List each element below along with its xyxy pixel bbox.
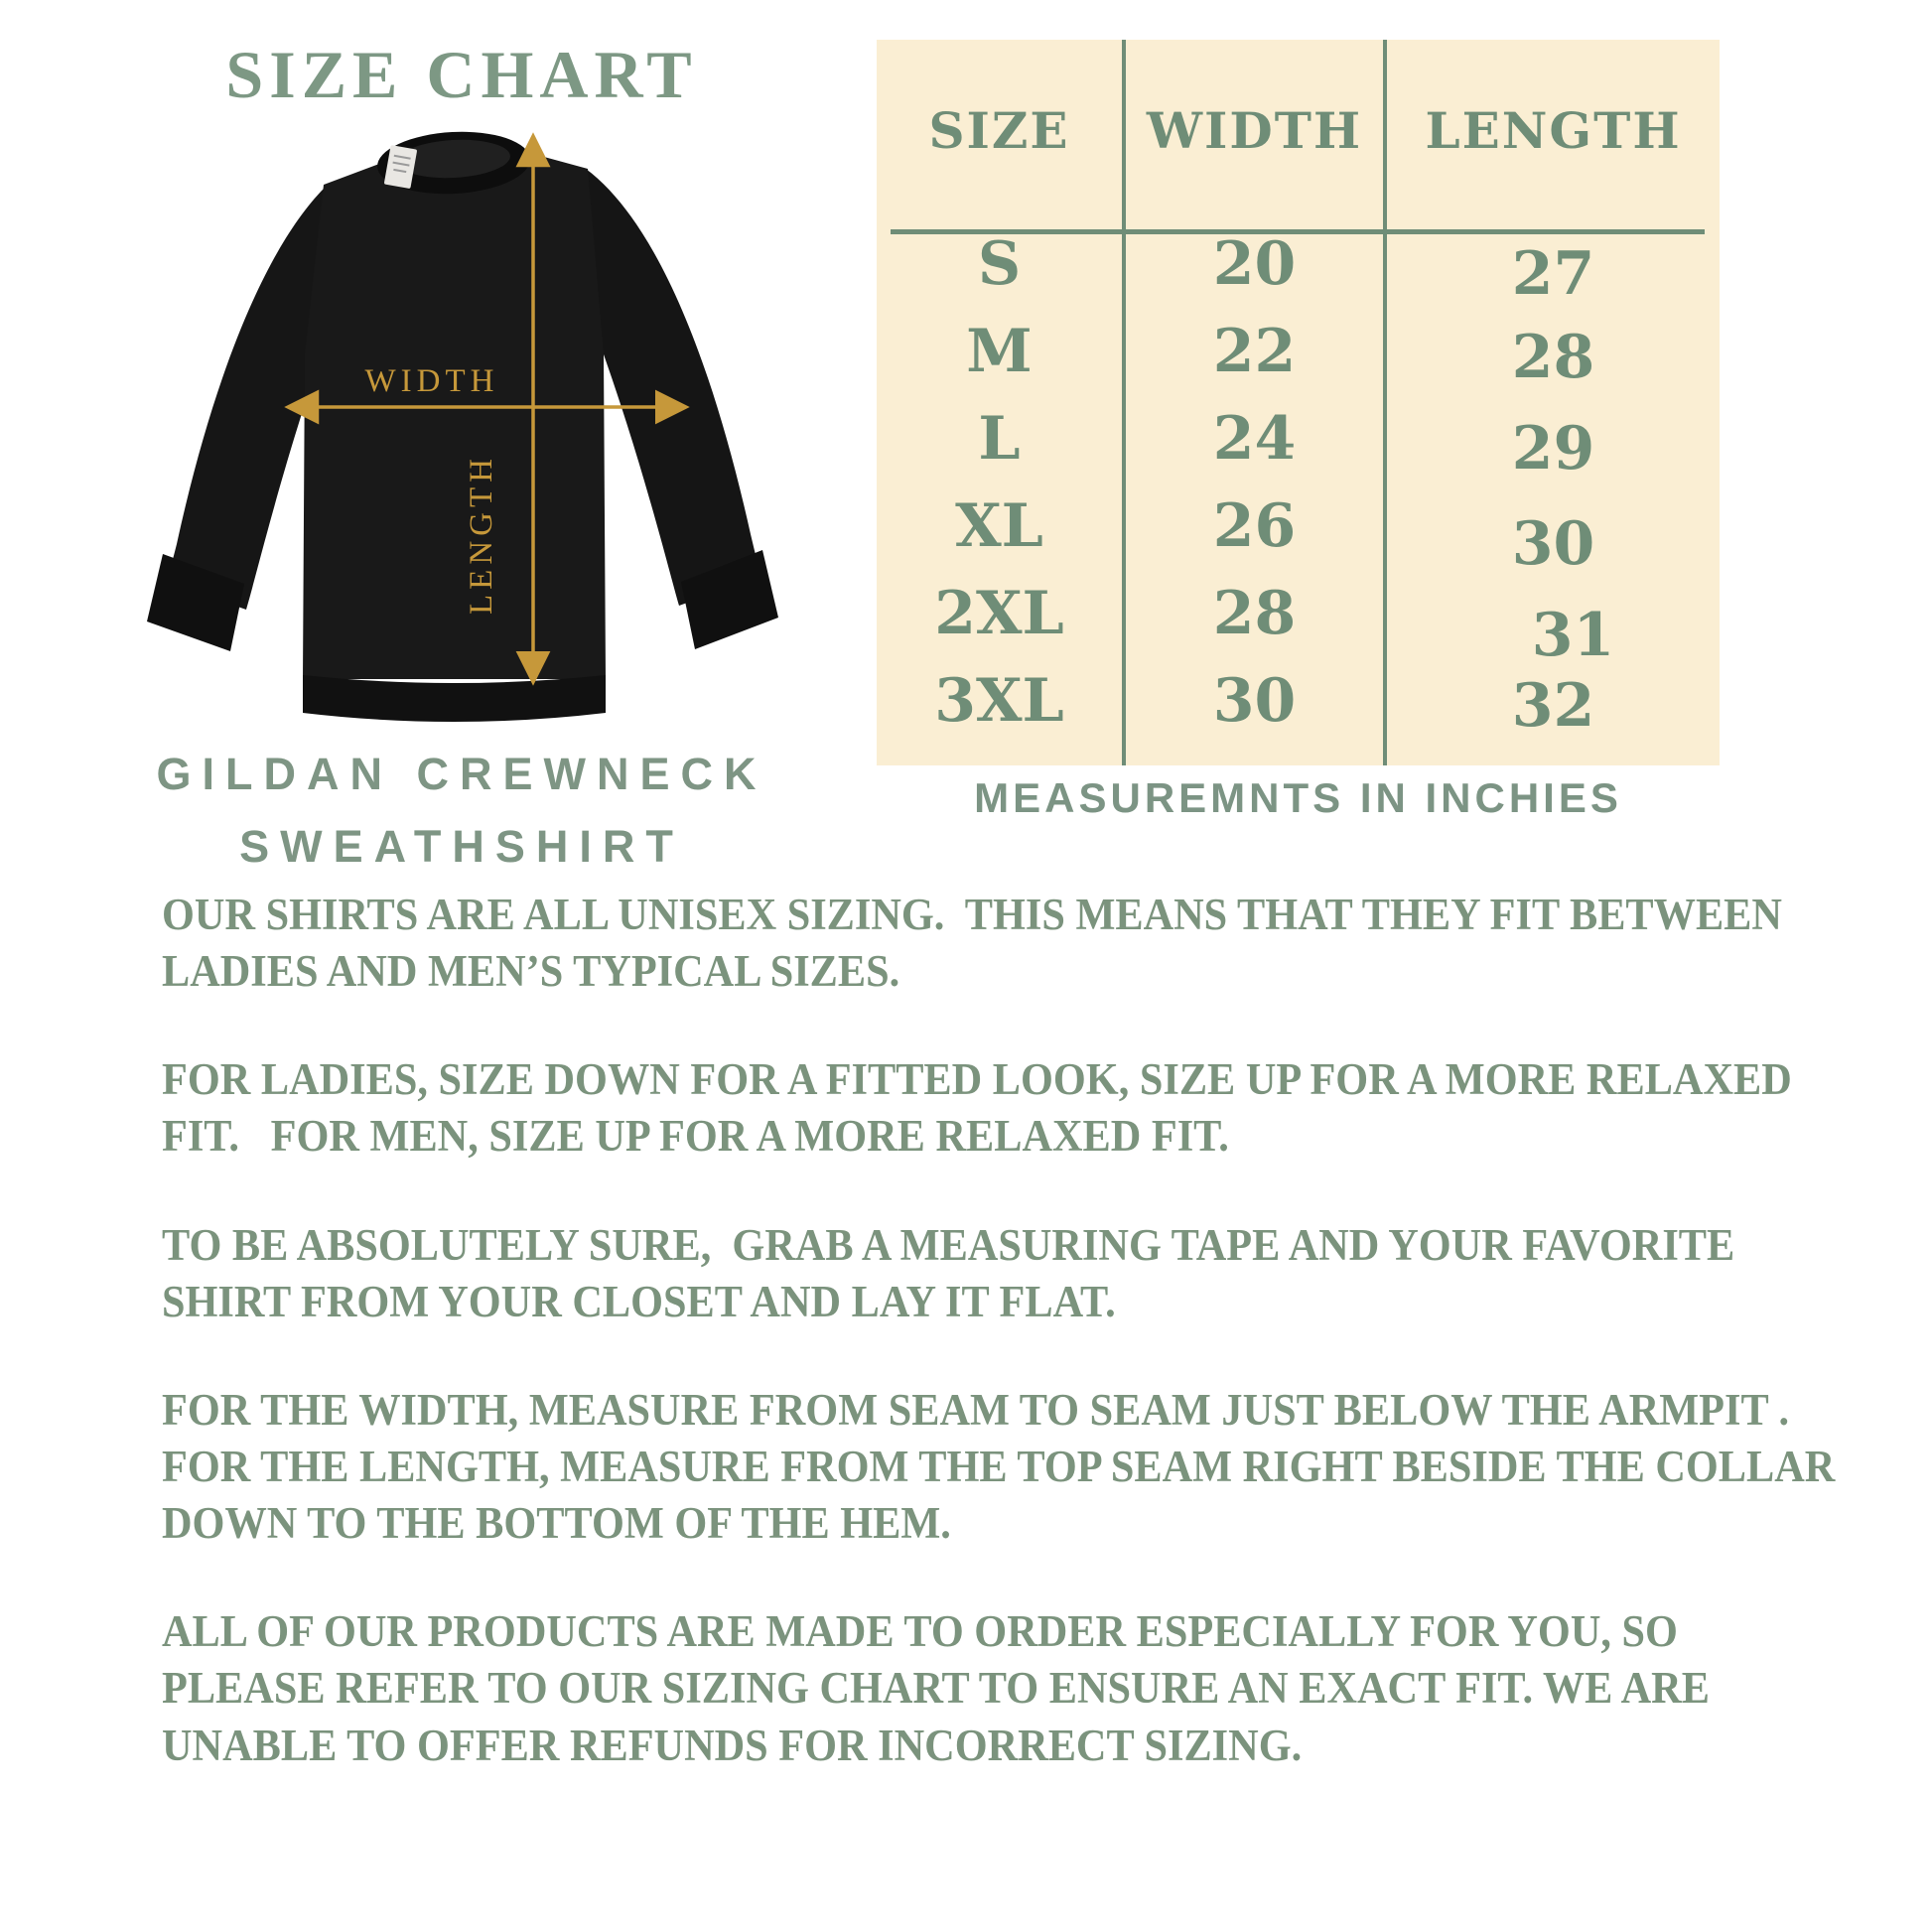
- page-title: SIZE CHART: [225, 37, 698, 112]
- cell-width: 24: [1212, 404, 1297, 474]
- table-row: [877, 220, 1720, 308]
- table-row: [877, 657, 1720, 745]
- header-cell-width: WIDTH: [1146, 100, 1363, 160]
- sweatshirt-figure: [139, 105, 784, 739]
- cell-length: 29: [1511, 414, 1595, 483]
- size-table-header: [877, 40, 1720, 220]
- cell-length: 30: [1511, 509, 1595, 579]
- cell-size: 3XL: [934, 666, 1064, 736]
- waistband: [303, 675, 606, 722]
- paragraph-made-to-order: ALL OF OUR PRODUCTS ARE MADE TO ORDER ESPECIALLY FOR YOU, SO PLEASE REFER TO OUR SIZING CHART TO ENSURE AN EXACT FIT. WE ARE UNABLE TO OFFER REFUNDS FOR INCORRECT SIZING.: [162, 1606, 1721, 1770]
- table-row: [877, 570, 1720, 670]
- size-table-body: [877, 220, 1720, 745]
- paragraph-width-length: FOR THE WIDTH, MEASURE FROM SEAM TO SEAM JUST BELOW THE ARMPIT . FOR THE LENGTH, MEASURE FROM THE TOP SEAM RIGHT BESIDE THE COLLAR DOWN TO THE BOTTOM OF THE HEM.: [162, 1384, 1846, 1549]
- product-caption: [94, 739, 829, 884]
- cell-size: L: [978, 404, 1021, 474]
- cell-width: 26: [1212, 491, 1297, 561]
- caption-line-1: GILDAN CREWNECK: [156, 749, 767, 799]
- table-row: [877, 308, 1720, 395]
- cell-size: 2XL: [934, 579, 1064, 648]
- size-table-panel: [877, 40, 1720, 765]
- width-label: WIDTH: [364, 363, 499, 399]
- measurements-note: MEASUREMNTS IN INCHIES: [974, 774, 1622, 821]
- table-row: [877, 483, 1720, 579]
- cell-size: S: [977, 229, 1022, 299]
- cell-size: M: [966, 317, 1033, 386]
- cell-size: XL: [955, 491, 1043, 561]
- cell-length: 31: [1531, 601, 1615, 670]
- sweatshirt-illustration: [139, 105, 784, 739]
- caption-line-2: SWEATHSHIRT: [239, 820, 684, 872]
- paragraph-measure-tape: TO BE ABSOLUTELY SURE, GRAB A MEASURING TAPE AND YOUR FAVORITE SHIRT FROM YOUR CLOSET AND LAY IT FLAT.: [162, 1219, 1745, 1326]
- cell-length: 27: [1511, 239, 1595, 309]
- paragraph-unisex: OUR SHIRTS ARE ALL UNISEX SIZING. THIS MEANS THAT THEY FIT BETWEEN LADIES AND MEN’S TYPICAL SIZES.: [162, 890, 1793, 997]
- cell-width: 20: [1212, 229, 1297, 299]
- table-row: [877, 395, 1720, 483]
- cell-length: 32: [1511, 671, 1595, 741]
- sizing-copy: [162, 887, 1846, 1826]
- cell-width: 22: [1212, 317, 1297, 386]
- torso: [303, 151, 606, 679]
- cell-length: 28: [1511, 323, 1595, 392]
- cell-width: 30: [1212, 666, 1297, 736]
- length-label: LENGTH: [464, 454, 499, 615]
- header-cell-size: SIZE: [928, 100, 1070, 160]
- header-cell-length: LENGTH: [1425, 100, 1682, 160]
- cell-width: 28: [1212, 579, 1297, 648]
- paragraph-ladies-men: FOR LADIES, SIZE DOWN FOR A FITTED LOOK, SIZE UP FOR A MORE RELAXED FIT. FOR MEN, SIZE UP FOR A MORE RELAXED FIT.: [162, 1054, 1803, 1162]
